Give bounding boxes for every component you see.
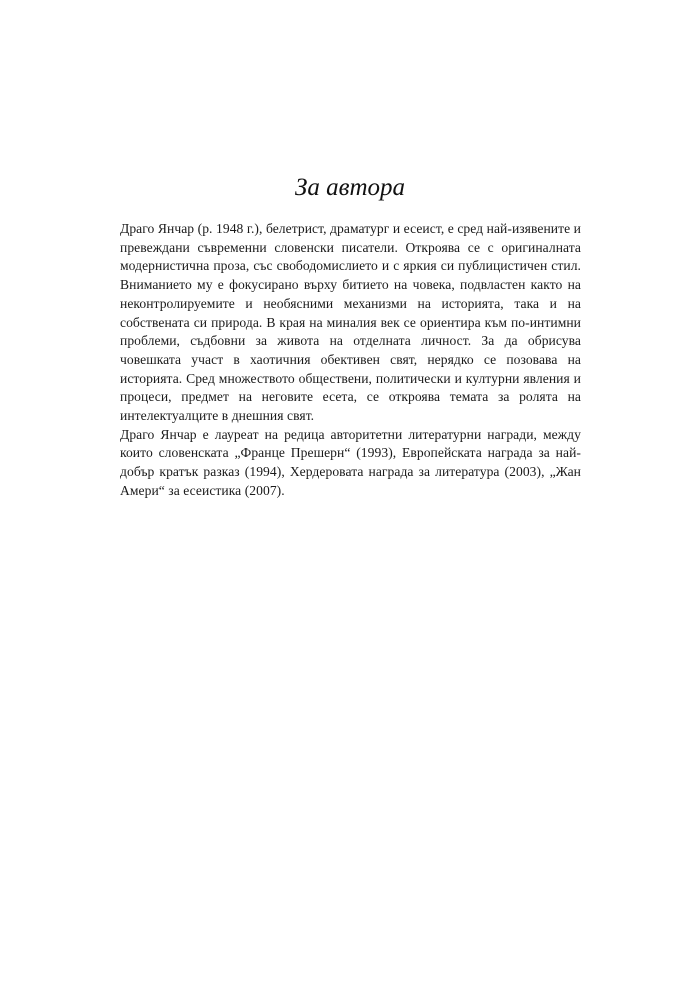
paragraph-biography: Драго Янчар (р. 1948 г.), белетрист, драматург и есеист, е сред най-изявените и превеждани съвременни словенски писатели. Откроява се с оригиналната модернистична проза, със свободомислието и с яркия си публицистичен стил. Вниманието му е фокусирано върху битието на човека, подвластен както на неконтролируемите и необясними механизми на историята, така и на собствената си природа. В края на миналия век се ориентира към по-интимни проблеми, съдбовни за живота на отделната личност. За да обрисува човешката участ в хаотичния обективен свят, нерядко се позовава на историята. Сред множеството обществени, политически и културни явления и процеси, предмет на неговите есета, се откроява темата за ролята на интелектуалците в днешния свят. <box>120 221 581 424</box>
body-text <box>120 220 581 501</box>
page-title: За автора <box>294 174 406 201</box>
paragraph-awards: Драго Янчар е лауреат на редица авторитетни литературни награди, между които словенската „Франце Прешерн“ (1993), Европейската награда за най-добър кратък разказ (1994), Хердеровата награда за литература (2003), „Жан Амери“ за есеистика (2007). <box>120 426 581 498</box>
